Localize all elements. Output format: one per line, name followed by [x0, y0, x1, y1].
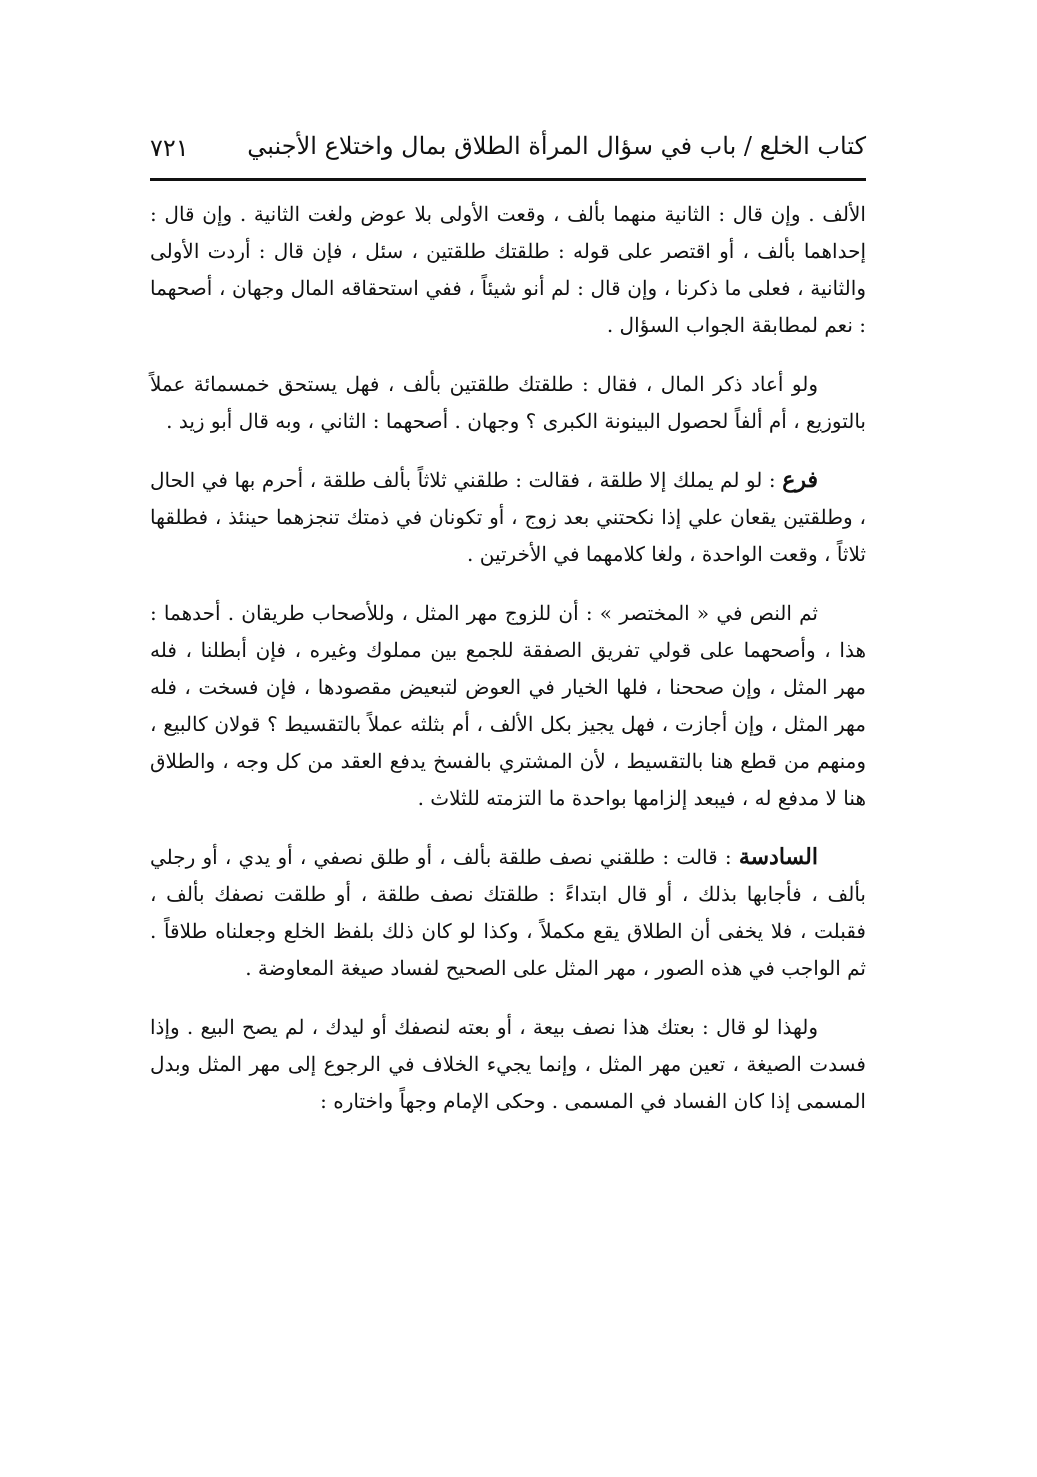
running-header	[150, 128, 866, 172]
paragraph-text: الألف . وإن قال : الثانية منهما بألف ، وقعت الأولى بلا عوض ولغت الثانية . وإن قال : إحداهما بألف ، أو اقتصر على قوله : طلقتك طلقتين ، سئل ، فإن قال : أردت الأولى والثانية ، فعلى ما ذكرنا ، وإن قال : لم أنو شيئاً ، ففي استحقاقه المال وجهان ، أصحهما : نعم لمطابقة الجواب السؤال .	[150, 202, 866, 337]
paragraph-6	[150, 1009, 866, 1120]
paragraph-text: ولو أعاد ذكر المال ، فقال : طلقتك طلقتين بألف ، فهل يستحق خمسمائة عملاً بالتوزيع ، أم ألفاً لحصول البينونة الكبرى ؟ وجهان . أصحهما : الثاني ، وبه قال أبو زيد .	[150, 372, 866, 433]
page-body	[150, 196, 866, 1142]
paragraph-text: ولهذا لو قال : بعتك هذا نصف بيعة ، أو بعته لنصفك أو ليدك ، لم يصح البيع . وإذا فسدت الصيغة ، تعين مهر المثل ، وإنما يجيء الخلاف في الرجوع إلى مهر المثل وبدل المسمى إذا كان الفساد في المسمى . وحكى الإمام وجهاً واختاره :	[150, 1015, 866, 1113]
paragraph-2	[150, 366, 866, 440]
paragraph-4	[150, 595, 866, 817]
paragraph-1	[150, 196, 866, 344]
page-number: ٧٢١	[150, 134, 189, 162]
paragraph-text: ثم النص في « المختصر » : أن للزوج مهر المثل ، وللأصحاب طريقان . أحدهما : هذا ، وأصحهما على قولي تفريق الصفقة للجمع بين مملوك وغيره ، فإن أبطلنا ، فله مهر المثل ، وإن صححنا ، فلها الخيار في العوض لتبعيض مقصودها ، فإن فسخت ، فله مهر المثل ، وإن أجازت ، فهل يجيز بكل الألف ، أم بثلثه عملاً بالتقسيط ؟ قولان كالبيع ، ومنهم من قطع هنا بالتقسيط ، لأن المشتري بالفسخ يدفع العقد من كل وجه ، والطلاق هنا لا مدفع له ، فيبعد إلزامها بواحدة ما التزمته للثلاث .	[150, 601, 866, 810]
paragraph-sixth	[150, 839, 866, 987]
paragraph-text: : قالت : طلقني نصف طلقة بألف ، أو طلق نصفي ، أو يدي ، أو رجلي بألف ، فأجابها بذلك ، أو قال ابتداءً : طلقتك نصف طلقة ، أو طلقت نصفك بألف ، فقبلت ، فلا يخفى أن الطلاق يقع مكملاً ، وكذا لو كان ذلك بلفظ الخلع وجعلناه طلاقاً . ثم الواجب في هذه الصور ، مهر المثل على الصحيح لفساد صيغة المعاوضة .	[150, 845, 866, 980]
section-lead-sixth: السادسة	[738, 844, 818, 870]
paragraph-far-branch	[150, 462, 866, 573]
running-title: كتاب الخلع / باب في سؤال المرأة الطلاق بمال واختلاع الأجنبي	[247, 132, 866, 160]
header-divider	[150, 178, 866, 181]
paragraph-text: : لو لم يملك إلا طلقة ، فقالت : طلقني ثلاثاً بألف طلقة ، أحرم بها في الحال ، وطلقتين يقعان علي إذا نكحتني بعد زوج ، أو تكونان في ذمتك تنجزهما حينئذ ، فطلقها ثلاثاً ، وقعت الواحدة ، ولغا كلامهما في الأخرتين .	[150, 468, 866, 566]
section-lead-far: فرع	[782, 467, 818, 493]
